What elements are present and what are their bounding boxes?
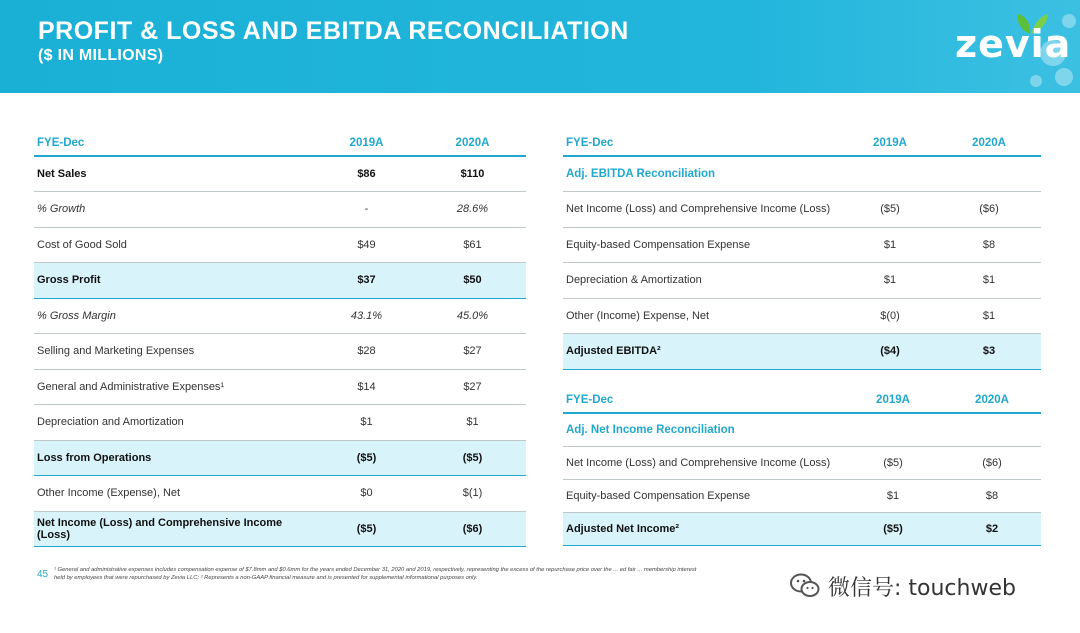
header-2020a: 2020A <box>937 130 1041 156</box>
table-row-highlight <box>34 440 526 476</box>
table-row <box>34 369 526 405</box>
pnl-table <box>34 130 526 547</box>
footnote-line-1: ¹ General and administrative expenses includes compensation expense of $7.8mm and $0.6mm for the years ended December 31, 2020 and 2019, respectively, representing the excess of the repurchase price over the ... ed fair ... membership interest <box>54 567 697 573</box>
row-label: % Growth <box>34 192 314 228</box>
row-value-2020: ($6) <box>937 192 1041 228</box>
table-row <box>34 227 526 263</box>
row-label: Gross Profit <box>34 263 314 299</box>
row-value-2019: ($4) <box>843 334 937 370</box>
row-value-2019: $49 <box>314 227 419 263</box>
row-value-2020: $2 <box>943 512 1041 545</box>
row-value-2019: $14 <box>314 369 419 405</box>
bubble-decoration <box>1055 68 1073 86</box>
table-row-highlight <box>563 334 1041 370</box>
row-label: Other (Income) Expense, Net <box>563 298 843 334</box>
page-subtitle: ($ IN MILLIONS) <box>38 47 164 64</box>
table-row <box>34 476 526 512</box>
row-value-2020: ($6) <box>943 446 1041 479</box>
section-title-row <box>563 156 1041 192</box>
row-value-2020: $(1) <box>419 476 526 512</box>
page-number: 45 <box>37 569 49 580</box>
row-value-2020: $3 <box>937 334 1041 370</box>
row-label: Equity-based Compensation Expense <box>563 227 843 263</box>
header-2020a: 2020A <box>419 130 526 156</box>
table-row <box>563 192 1041 228</box>
table-header-row <box>563 387 1041 413</box>
table-header-row <box>34 130 526 156</box>
header-banner <box>0 0 1080 93</box>
row-value-2020: 45.0% <box>419 298 526 334</box>
row-label: Net Income (Loss) and Comprehensive Income (Loss) <box>563 446 843 479</box>
net-income-reconciliation-table <box>563 387 1041 546</box>
ebitda-reconciliation-table <box>563 130 1041 370</box>
row-value-2019: $1 <box>314 405 419 441</box>
table-row-highlight <box>34 511 526 547</box>
row-value-2019: 43.1% <box>314 298 419 334</box>
row-value-2019: $(0) <box>843 298 937 334</box>
header-2019a: 2019A <box>843 130 937 156</box>
row-label: % Gross Margin <box>34 298 314 334</box>
table-row <box>563 263 1041 299</box>
row-label: Adjusted Net Income² <box>563 512 843 545</box>
row-value-2019: ($5) <box>843 512 943 545</box>
table-row <box>34 156 526 192</box>
row-value-2020: ($5) <box>419 440 526 476</box>
table-header-row <box>563 130 1041 156</box>
row-label: Adjusted EBITDA² <box>563 334 843 370</box>
row-label: Cost of Good Sold <box>34 227 314 263</box>
row-value-2019: $1 <box>843 479 943 512</box>
row-value-2019: ($5) <box>314 511 419 547</box>
row-label: Equity-based Compensation Expense <box>563 479 843 512</box>
row-label: Other Income (Expense), Net <box>34 476 314 512</box>
zevia-logo: zevia <box>955 22 1072 66</box>
row-label: Net Income (Loss) and Comprehensive Income (Loss) <box>563 192 843 228</box>
row-value-2020: $1 <box>419 405 526 441</box>
row-value-2019: $86 <box>314 156 419 192</box>
bubble-decoration <box>1030 75 1042 87</box>
wechat-watermark <box>790 568 1016 604</box>
table-row-highlight <box>34 263 526 299</box>
row-value-2020: $1 <box>937 298 1041 334</box>
row-label: General and Administrative Expenses¹ <box>34 369 314 405</box>
row-label: Net Income (Loss) and Comprehensive Income (Loss) <box>34 511 314 547</box>
row-value-2020: $1 <box>937 263 1041 299</box>
table-row <box>34 334 526 370</box>
row-value-2020: $110 <box>419 156 526 192</box>
table-row <box>563 298 1041 334</box>
table-row <box>34 298 526 334</box>
row-value-2020: 28.6% <box>419 192 526 228</box>
header-2019a: 2019A <box>314 130 419 156</box>
section-title-row <box>563 413 1041 446</box>
row-value-2019: $37 <box>314 263 419 299</box>
table-row <box>34 405 526 441</box>
row-value-2020: $50 <box>419 263 526 299</box>
row-value-2020: ($6) <box>419 511 526 547</box>
table-row <box>563 446 1041 479</box>
header-label: FYE-Dec <box>563 130 843 156</box>
wechat-icon <box>790 573 820 599</box>
row-value-2020: $8 <box>943 479 1041 512</box>
table-row <box>563 479 1041 512</box>
row-label: Net Sales <box>34 156 314 192</box>
row-value-2019: ($5) <box>843 446 943 479</box>
row-label: Depreciation and Amortization <box>34 405 314 441</box>
row-value-2019: - <box>314 192 419 228</box>
watermark-text: 微信号: touchweb <box>828 575 1016 601</box>
section-title: Adj. EBITDA Reconciliation <box>563 156 1041 192</box>
page-title: PROFIT & LOSS AND EBITDA RECONCILIATION <box>38 17 629 45</box>
row-value-2019: $1 <box>843 227 937 263</box>
row-value-2019: ($5) <box>843 192 937 228</box>
section-title: Adj. Net Income Reconciliation <box>563 413 1041 446</box>
header-label: FYE-Dec <box>563 387 843 413</box>
header-label: FYE-Dec <box>34 130 314 156</box>
header-2019a: 2019A <box>843 387 943 413</box>
footnote-line-2: held by employees that were repurchased by Zevia LLC; ² Represents a non-GAAP financial measure and is presented for supplemental informational purposes only. <box>54 575 478 581</box>
table-row <box>563 227 1041 263</box>
row-value-2019: ($5) <box>314 440 419 476</box>
header-2020a: 2020A <box>943 387 1041 413</box>
row-value-2020: $8 <box>937 227 1041 263</box>
row-value-2019: $1 <box>843 263 937 299</box>
row-label: Loss from Operations <box>34 440 314 476</box>
row-label: Depreciation & Amortization <box>563 263 843 299</box>
table-row <box>34 192 526 228</box>
row-value-2019: $0 <box>314 476 419 512</box>
table-row-highlight <box>563 512 1041 545</box>
row-value-2020: $27 <box>419 334 526 370</box>
row-value-2020: $27 <box>419 369 526 405</box>
row-value-2020: $61 <box>419 227 526 263</box>
row-value-2019: $28 <box>314 334 419 370</box>
row-label: Selling and Marketing Expenses <box>34 334 314 370</box>
